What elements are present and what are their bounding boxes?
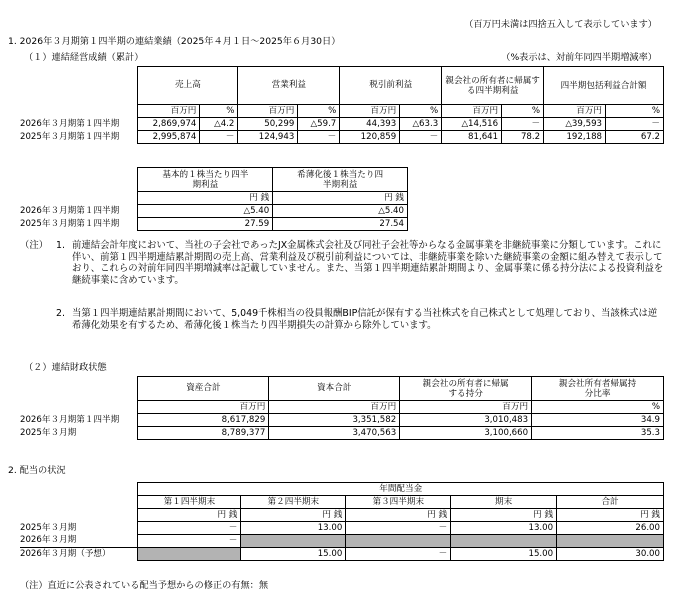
table-row (20, 548, 664, 561)
table-row (20, 535, 664, 548)
value-cell: 8,789,377 (138, 427, 269, 440)
value-cell: 3,351,582 (269, 414, 400, 427)
header-comprehensive-income: 四半期包括利益合計額 (544, 67, 664, 105)
row-label: 2026年３月期第１四半期 (20, 414, 138, 427)
unit-cell: 円 銭 (273, 192, 408, 205)
value-cell: 3,470,563 (269, 427, 400, 440)
header-equity-ratio: 親会社所有者帰属持分比率 (532, 377, 664, 401)
section2-heading: （２）連結財政状態 (24, 362, 107, 373)
table-row (20, 205, 408, 218)
note-number: 2. (56, 308, 65, 319)
header-year-end: 期末 (451, 496, 557, 509)
table-row (20, 131, 664, 144)
unit-cell: 円 銭 (138, 509, 241, 522)
row-label: 2025年３月期第１四半期 (20, 131, 138, 144)
unit-cell: 百万円 (442, 105, 502, 118)
value-cell: 30.00 (557, 548, 664, 561)
value-cell: △4.2 (200, 118, 238, 131)
value-cell: 124,943 (238, 131, 298, 144)
operating-results-table (20, 66, 664, 144)
table-row (20, 427, 664, 440)
header-profit-owners: 親会社の所有者に帰属する四半期利益 (442, 67, 544, 105)
note-text: 前連結会計年度において、当社の子会社であったJX金属株式会社及び同社子会社等からなる金属事業を非継続事業に分類しています。これに伴い、前第１四半期連結累計期間の売上高、営業利益及び税引前利益については、非継続事業を除いた継続事業の金額に組み替えて表示しており、これらの対前年同四半期増減率は記載していません。また、当第１四半期連結累計期間より、金属事業に係る持分法による投資利益を継続事業に含めています。 (72, 240, 664, 286)
unit-cell: 円 銭 (557, 509, 664, 522)
row-label: 2026年３月期 (20, 535, 138, 548)
value-cell: 35.3 (532, 427, 664, 440)
value-cell: － (346, 548, 451, 561)
unit-cell: % (298, 105, 340, 118)
value-cell (346, 535, 451, 548)
unit-cell: 百万円 (269, 401, 400, 414)
value-cell: 2,869,974 (138, 118, 200, 131)
value-cell: 26.00 (557, 522, 664, 535)
value-cell: △63.3 (400, 118, 442, 131)
row-label: 2025年３月期第１四半期 (20, 218, 138, 231)
value-cell: 15.00 (451, 548, 557, 561)
eps-table (20, 167, 408, 231)
row-label: 2026年３月期第１四半期 (20, 118, 138, 131)
value-cell (241, 535, 346, 548)
value-cell: － (606, 118, 664, 131)
row-label: 2026年３月期（予想） (20, 548, 138, 561)
table-row (20, 118, 664, 131)
unit-cell: 百万円 (544, 105, 606, 118)
row-label: 2025年３月期 (20, 522, 138, 535)
unit-cell: 百万円 (400, 401, 532, 414)
unit-cell: 円 銭 (241, 509, 346, 522)
value-cell (451, 535, 557, 548)
header-owners-equity: 親会社の所有者に帰属する持分 (400, 377, 532, 401)
value-cell: 192,188 (544, 131, 606, 144)
unit-cell: % (200, 105, 238, 118)
header-q1-end: 第１四半期末 (138, 496, 241, 509)
percent-note: （%表示は、対前年同四半期増減率） (501, 52, 657, 63)
value-cell: － (200, 131, 238, 144)
header-annual-dividend: 年間配当金 (138, 483, 664, 496)
header-q3-end: 第３四半期末 (346, 496, 451, 509)
header-operating-income: 営業利益 (238, 67, 340, 105)
value-cell: － (298, 131, 340, 144)
value-cell: 8,617,829 (138, 414, 269, 427)
value-cell: 120,859 (340, 131, 400, 144)
table-row (20, 414, 664, 427)
header-pretax-income: 税引前利益 (340, 67, 442, 105)
row-label: 2025年３月期 (20, 427, 138, 440)
value-cell: △39,593 (544, 118, 606, 131)
value-cell: － (502, 118, 544, 131)
value-cell: 13.00 (241, 522, 346, 535)
value-cell (557, 535, 664, 548)
financial-position-table (20, 376, 664, 440)
section1-heading: 1. 2026年３月期第１四半期の連結業績（2025年４月１日～2025年６月30日） (8, 36, 341, 47)
value-cell: △59.7 (298, 118, 340, 131)
header-total-equity: 資本合計 (269, 377, 400, 401)
notes-label: （注） (20, 240, 49, 251)
value-cell: 78.2 (502, 131, 544, 144)
unit-cell: % (400, 105, 442, 118)
value-cell: 34.9 (532, 414, 664, 427)
top-note: （百万円未満は四捨五入して表示しています） (464, 19, 657, 30)
header-diluted-eps: 希薄化後１株当たり四半期利益 (273, 168, 408, 192)
unit-cell: % (606, 105, 664, 118)
value-cell: 27.54 (273, 218, 408, 231)
value-cell (138, 548, 241, 561)
unit-cell: 百万円 (138, 105, 200, 118)
value-cell: 81,641 (442, 131, 502, 144)
value-cell: △14,516 (442, 118, 502, 131)
value-cell: 2,995,874 (138, 131, 200, 144)
unit-cell: 円 銭 (138, 192, 273, 205)
row-label: 2026年３月期第１四半期 (20, 205, 138, 218)
table-row (20, 218, 408, 231)
table-row (20, 522, 664, 535)
unit-cell: 百万円 (138, 401, 269, 414)
value-cell: 15.00 (241, 548, 346, 561)
value-cell: 44,393 (340, 118, 400, 131)
note-number: 1. (56, 240, 65, 251)
value-cell: 27.59 (138, 218, 273, 231)
unit-cell: 百万円 (238, 105, 298, 118)
value-cell: 3,010,483 (400, 414, 532, 427)
header-total-assets: 資産合計 (138, 377, 269, 401)
unit-cell: 円 銭 (346, 509, 451, 522)
section3-heading: 2. 配当の状況 (8, 465, 66, 476)
value-cell: － (138, 522, 241, 535)
value-cell: 50,299 (238, 118, 298, 131)
unit-cell: 円 銭 (451, 509, 557, 522)
unit-cell: % (532, 401, 664, 414)
note-text: 当第１四半期連結累計期間において、5,049千株相当の役員報酬BIP信託が保有する当社株式を自己株式として処理しており、当該株式は逆希薄化効果を有するため、希薄化後１株当たり四半期損失の計算から除外しています。 (72, 308, 658, 331)
value-cell: 67.2 (606, 131, 664, 144)
value-cell: △5.40 (138, 205, 273, 218)
value-cell: － (138, 535, 241, 548)
value-cell: △5.40 (273, 205, 408, 218)
unit-cell: 百万円 (340, 105, 400, 118)
header-basic-eps: 基本的１株当たり四半期利益 (138, 168, 273, 192)
unit-cell: % (502, 105, 544, 118)
value-cell: － (400, 131, 442, 144)
header-total: 合計 (557, 496, 664, 509)
dividends-table (20, 482, 664, 561)
dividend-note: （注）直近に公表されている配当予想からの修正の有無：無 (20, 580, 269, 591)
header-net-sales: 売上高 (138, 67, 238, 105)
header-q2-end: 第２四半期末 (241, 496, 346, 509)
value-cell: 3,100,660 (400, 427, 532, 440)
value-cell: － (346, 522, 451, 535)
value-cell: 13.00 (451, 522, 557, 535)
section1-sub-heading: （１）連結経営成績（累計） (24, 52, 144, 63)
